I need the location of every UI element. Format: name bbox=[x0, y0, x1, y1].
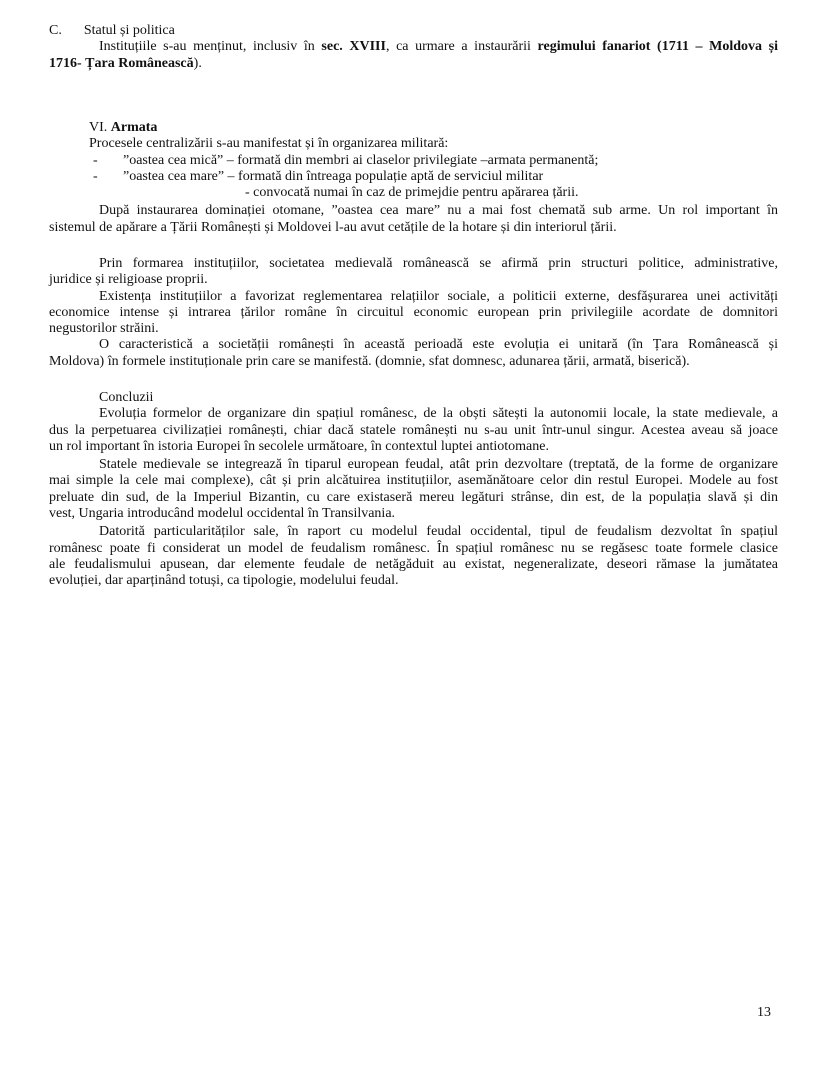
section-heading: Concluzii bbox=[99, 390, 154, 405]
list-item: - ”oastea cea mare” – formată din întreaga populație aptă de serviciul militar bbox=[93, 168, 544, 184]
paragraph: Statele medievale se integrează în tiparul european feudal, atât prin dezvoltare (treptată, de la forme de organizare mai simple la cele mai complexe), cât și prin alcătuirea instituțiilor, asemănătoare celor din restul Europei. Modele au fost preluate din sud, de la Imperiul Bizantin, cu care existaseră mereu legături strânse, din est, de la populația slavă și din vest, Ungaria introducând modelul occidental în Transilvania. bbox=[49, 457, 778, 522]
intro-text: Procesele centralizării s-au manifestat și în organizarea militară: bbox=[89, 136, 449, 152]
body-paragraphs bbox=[49, 256, 778, 370]
paragraph: O caracteristică a societății românești în această perioadă este evoluția ei unitară (în Țara Românească și Moldova) în formele instituționale prin care se manifestă. (domnie, sfat domnesc, adunarea țării, armată, biserică). bbox=[49, 337, 778, 369]
page-number: 13 bbox=[757, 1005, 771, 1020]
section-c-paragraph-line: 1716- Țara Românească). bbox=[49, 55, 202, 71]
paragraph-line: sistemul de apărare a Țării Românești și Moldovei l-au avut cetățile de la hotare și din interiorul țării. bbox=[49, 219, 617, 235]
paragraph-line: După instaurarea dominației otomane, ”oastea cea mare” nu a mai fost chemată sub arme. Un rol important în bbox=[99, 203, 778, 219]
paragraph: Evoluția formelor de organizare din spațiul românesc, de la obști sătești la autonomii locale, la state medievale, a dus la perpetuarea civilizației românești, chiar dacă statele românești nu s-au unit într-unul singur. Acestea aveau să joace un rol important în istoria Europei în secolele următoare, în contextul luptei antiotomane. bbox=[49, 406, 778, 454]
paragraph: Datorită particularităților sale, în raport cu modelul feudal occidental, tipul de feudalism dezvoltat în spațiul românesc poate fi considerat un model de feudalism românesc. În spațiul românesc nu se regăsesc toate formele clasice ale feudalismului apusean, dar elemente feudale de netăgăduit au existat, negeneralizate, deseori rămase la jumătatea evoluției, dar aparținând totuși, ca tipologie, modelului feudal. bbox=[49, 524, 778, 589]
section-c bbox=[49, 23, 778, 72]
section-concluzii bbox=[49, 390, 778, 590]
section-c-paragraph-line: Instituțiile s-au menținut, inclusiv în sec. XVIII, ca urmare a instaurării regimului fanariot (1711 – Moldova și bbox=[99, 39, 778, 55]
section-armata bbox=[49, 120, 778, 236]
list-item: - ”oastea cea mică” – formată din membri ai claselor privilegiate –armata permanentă; bbox=[93, 152, 599, 168]
section-c-heading: C. Statul și politica bbox=[49, 23, 175, 38]
list-item-continuation: - convocată numai în caz de primejdie pentru apărarea țării. bbox=[245, 185, 579, 201]
section-heading: VI. Armata bbox=[89, 120, 158, 135]
paragraph: Prin formarea instituțiilor, societatea medievală românească se afirmă prin structuri politice, administrative, juridice și religioase proprii. bbox=[49, 256, 778, 288]
paragraph: Existența instituțiilor a favorizat reglementarea relațiilor sociale, a politicii externe, desfășurarea unei activități economice intense și intrarea țărilor române în circuitul economic european prin privilegiile acordate de domnitori negustorilor străini. bbox=[49, 288, 778, 337]
